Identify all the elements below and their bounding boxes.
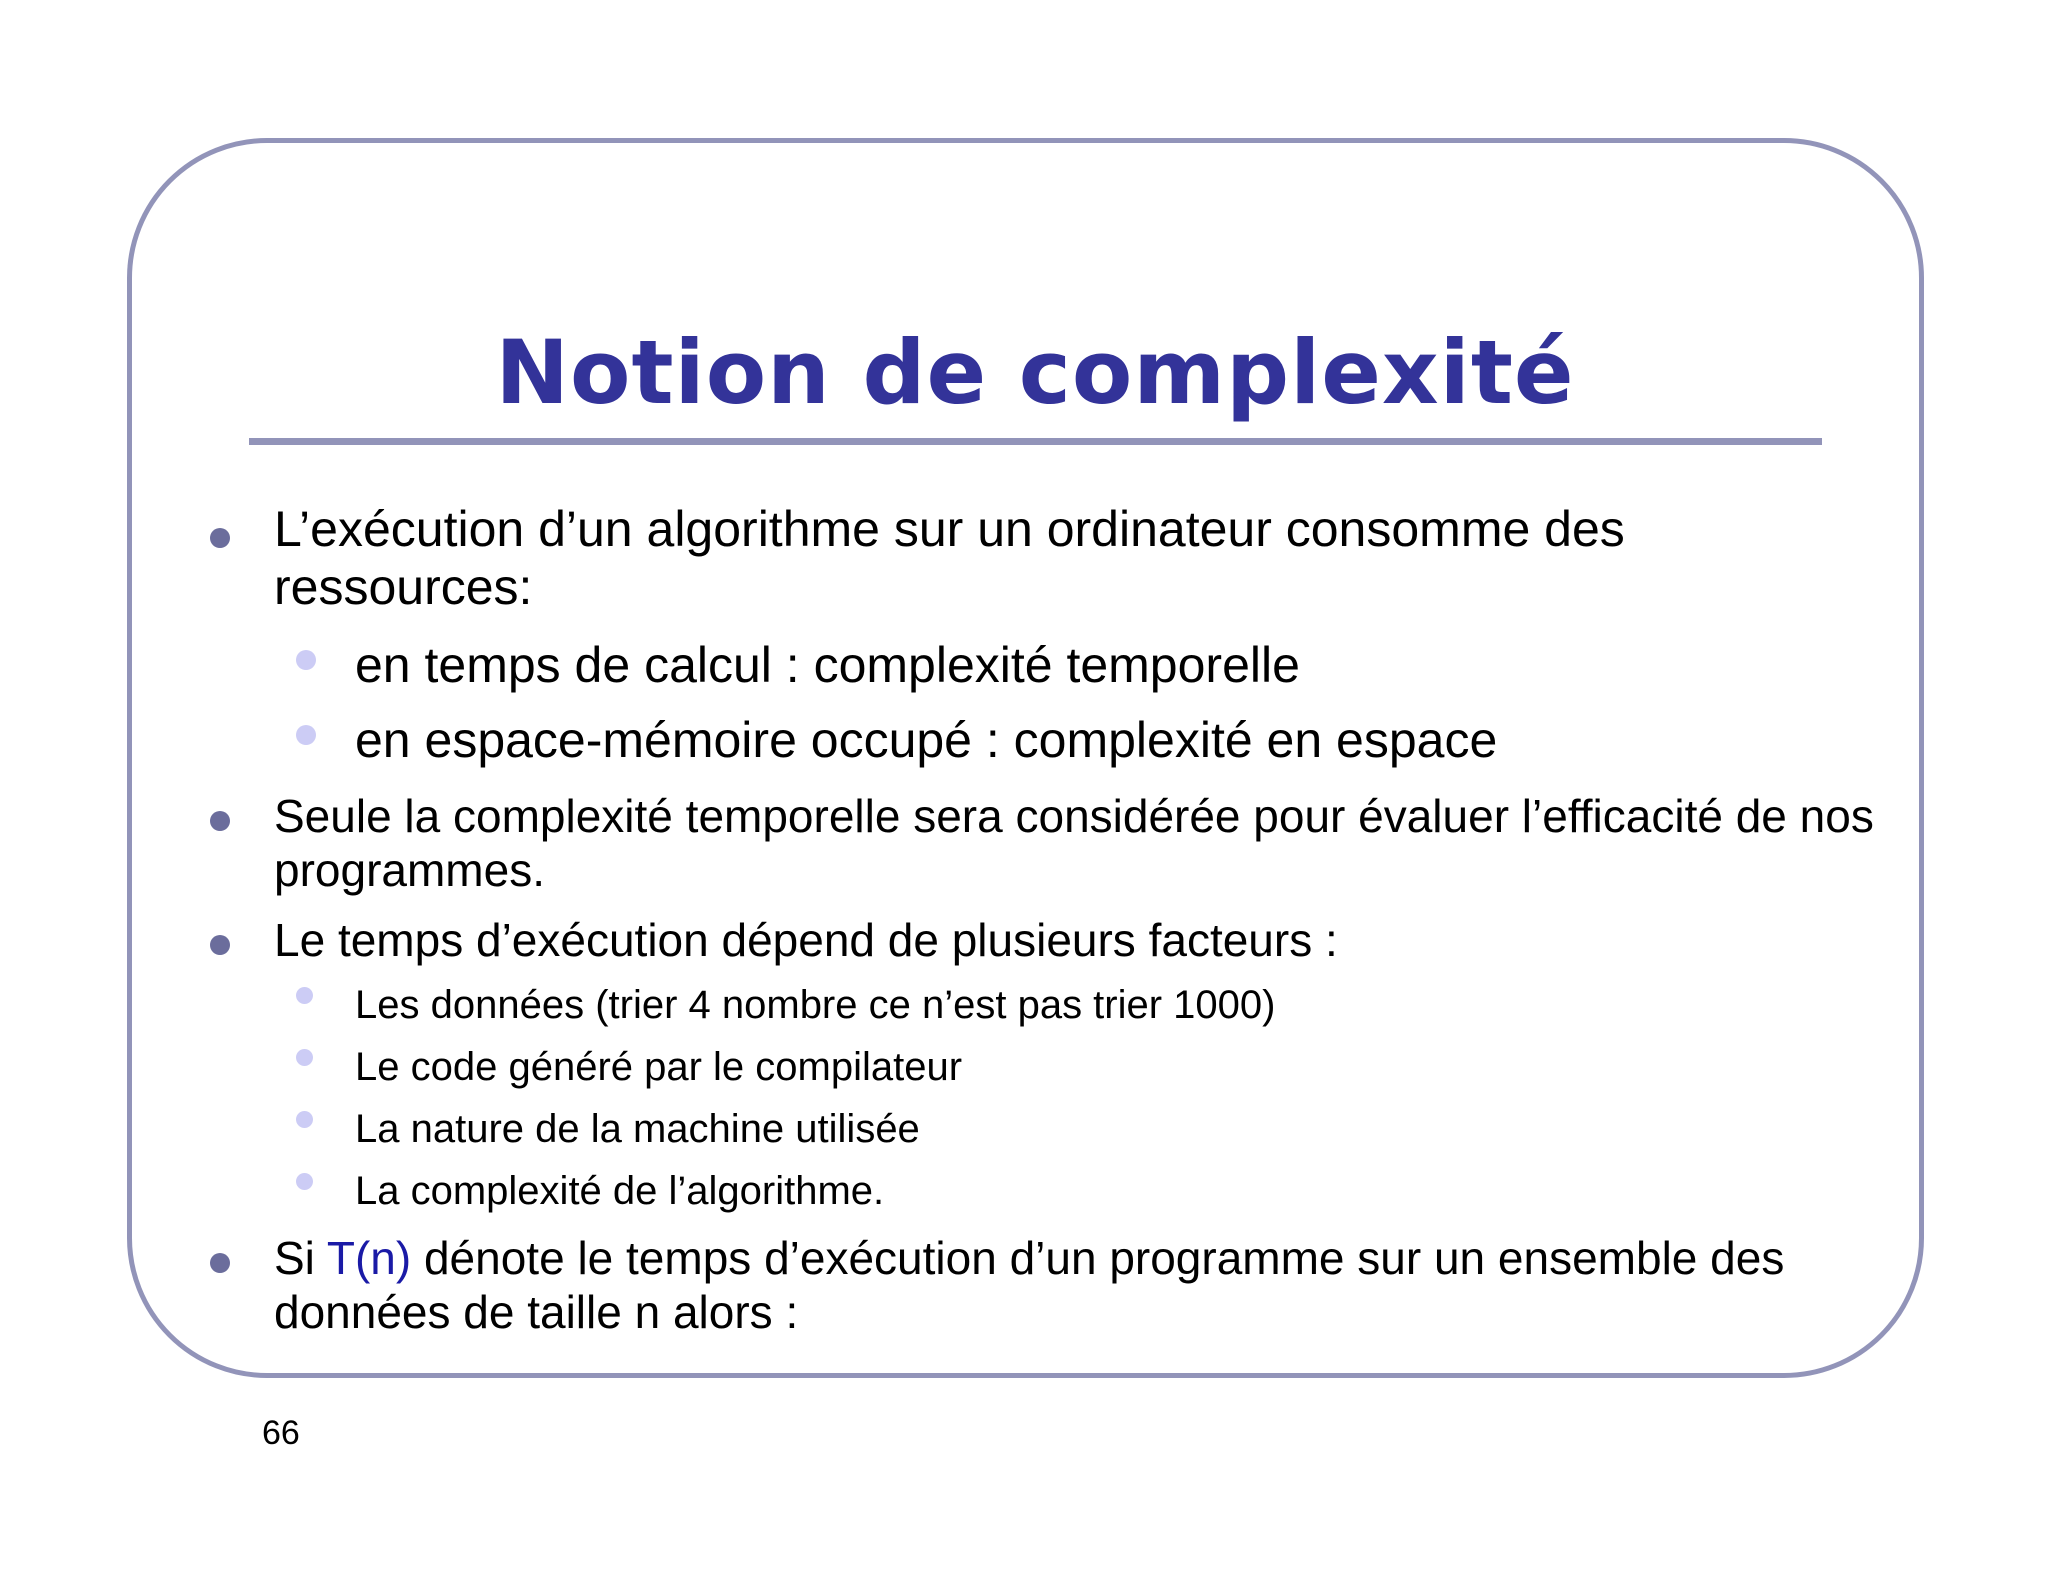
sub-bullet-text: Le code généré par le compilateur [355, 1045, 963, 1089]
bullet-text-end: dénote le temps d’exécution d’un programme sur un ensemble des données de taille n alors : [274, 1232, 1785, 1338]
sub-bullet-text: Les données (trier 4 nombre ce n’est pas trier 1000) [355, 983, 1276, 1027]
title-underline [249, 438, 1822, 445]
bullet-text: Seule la complexité temporelle sera considérée pour évaluer l’efficacité de nos programmes. [274, 790, 1874, 896]
sub-bullet-dot-icon [296, 987, 313, 1004]
bullet-dot-icon [210, 811, 230, 831]
bullet-text [274, 1231, 1874, 1339]
sub-bullet-text: en espace-mémoire occupé : complexité en espace [355, 712, 1498, 768]
sub-bullet-dot-icon [296, 1049, 313, 1066]
sub-bullet-text: La complexité de l’algorithme. [355, 1169, 885, 1213]
slide-title: Notion de complexité [495, 321, 1575, 424]
sub-bullet-dot-icon [296, 1173, 313, 1190]
bullet-dot-icon [210, 1253, 230, 1273]
t-of-n-highlight: T(n) [326, 1232, 412, 1284]
sub-bullet-text: La nature de la machine utilisée [355, 1107, 920, 1151]
bullet-text: Le temps d’exécution dépend de plusieurs facteurs : [274, 914, 1338, 966]
bullet-text-start: Si [274, 1232, 327, 1284]
sub-bullet-dot-icon [296, 725, 316, 745]
bullet-dot-icon [210, 935, 230, 955]
bullet-dot-icon [210, 528, 230, 548]
sub-bullet-text: en temps de calcul : complexité temporelle [355, 637, 1300, 693]
sub-bullet-dot-icon [296, 1111, 313, 1128]
bullet-text: L’exécution d’un algorithme sur un ordinateur consomme des ressources: [274, 501, 1625, 615]
page-number: 66 [262, 1414, 300, 1452]
sub-bullet-dot-icon [296, 650, 316, 670]
